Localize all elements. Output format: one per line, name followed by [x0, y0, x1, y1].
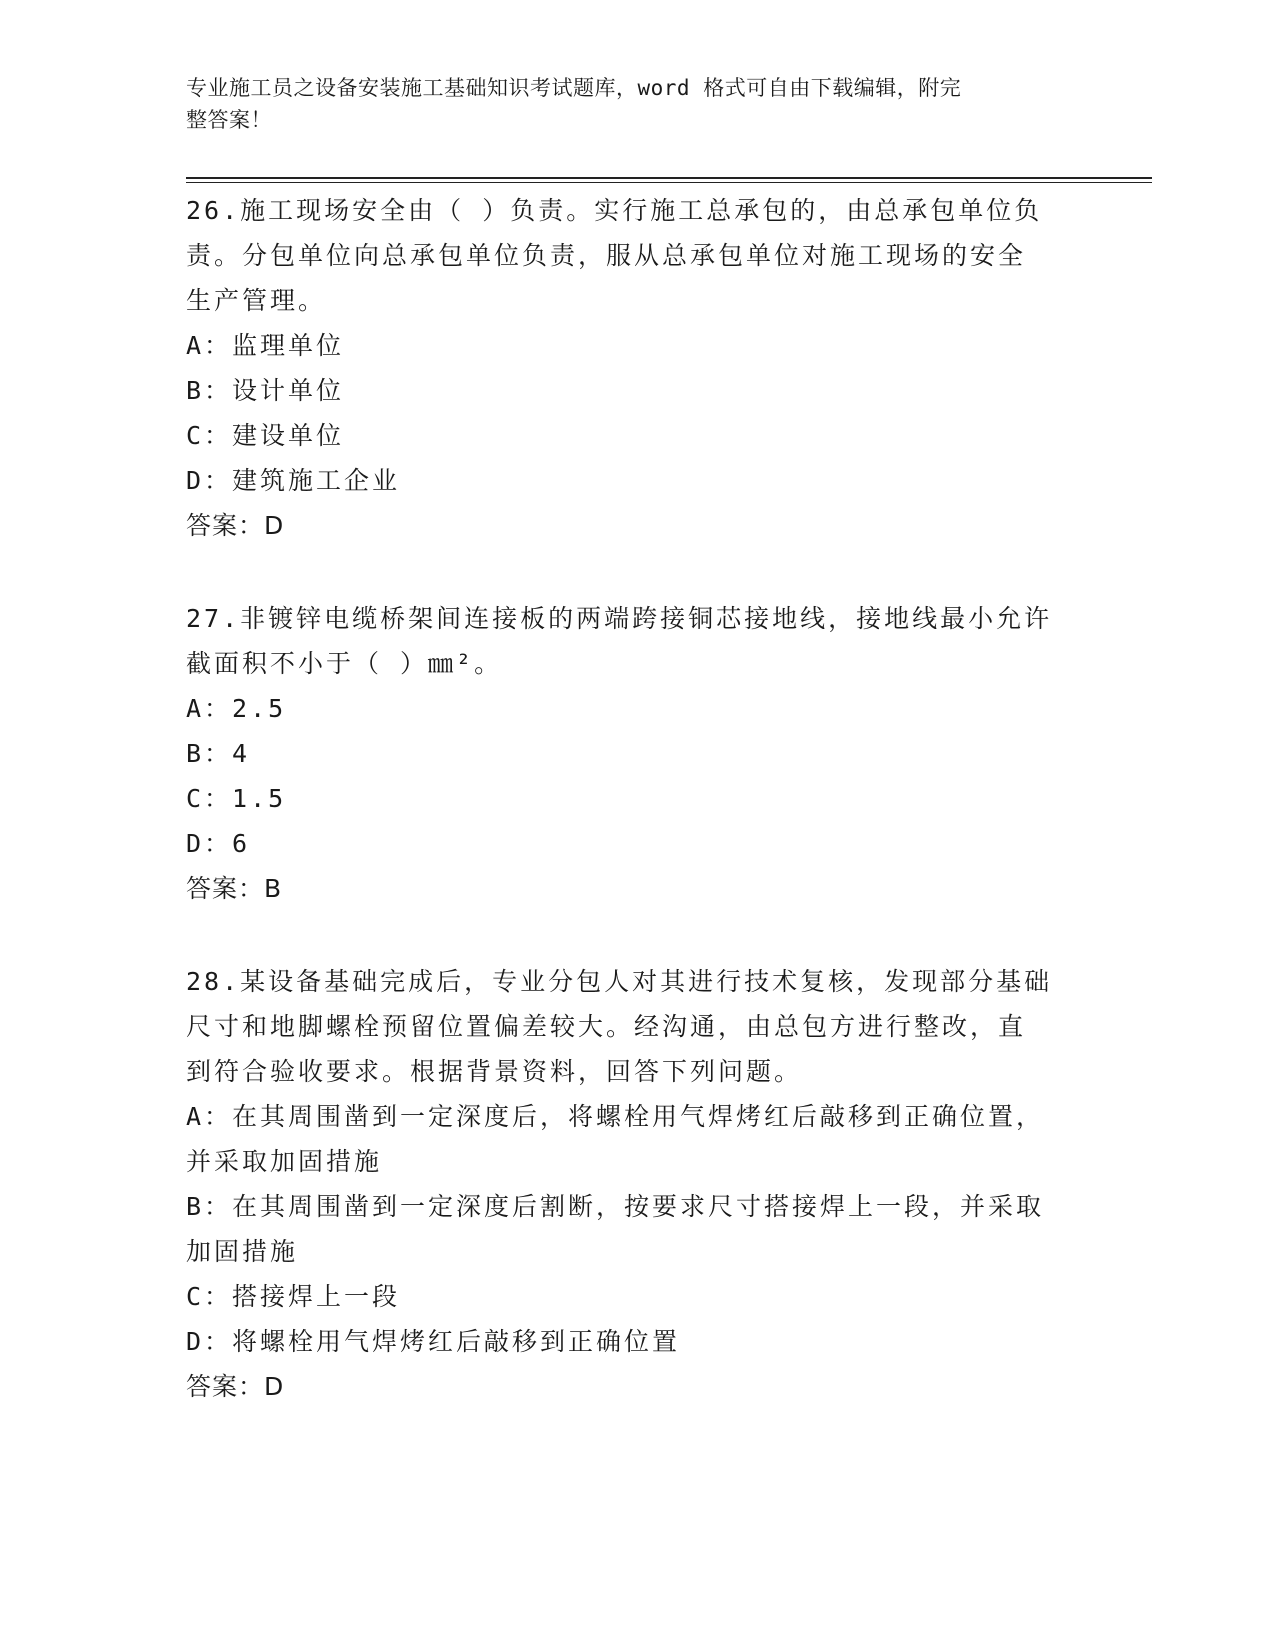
option-b: B：4: [186, 739, 251, 768]
option-line: 加固措施: [186, 1237, 299, 1266]
stem-line: 生产管理。: [186, 286, 327, 315]
stem-line: 尺寸和地脚螺栓预留位置偏差较大。经沟通，由总包方进行整改，直: [186, 1012, 1027, 1041]
header-divider-thin: [186, 182, 1152, 183]
header-line: 整答案！: [186, 108, 272, 132]
option-d: D：建筑施工企业: [186, 466, 401, 495]
question-26: [186, 188, 1086, 548]
answer: 答案：D: [186, 511, 285, 540]
option-line: 并采取加固措施: [186, 1147, 383, 1176]
question-28: [186, 959, 1086, 1409]
option-c: C：1.5: [186, 784, 287, 813]
stem-line: 到符合验收要求。根据背景资料，回答下列问题。: [186, 1057, 803, 1086]
stem-line: 27.非镀锌电缆桥架间连接板的两端跨接铜芯接地线，接地线最小允许: [186, 604, 1053, 633]
option-d: D：6: [186, 829, 251, 858]
option-a: [186, 1094, 1086, 1184]
question-stem: [186, 596, 1086, 686]
answer: 答案：B: [186, 874, 283, 903]
header-divider: [186, 177, 1152, 179]
option-b: [186, 1184, 1086, 1274]
option-line: A：在其周围凿到一定深度后，将螺栓用气焊烤红后敲移到正确位置，: [186, 1102, 1045, 1131]
option-line: B：在其周围凿到一定深度后割断，按要求尺寸搭接焊上一段，并采取: [186, 1192, 1045, 1221]
document-header: [186, 72, 1066, 136]
option-b: B：设计单位: [186, 376, 345, 405]
stem-line: 责。分包单位向总承包单位负责，服从总承包单位对施工现场的安全: [186, 241, 1027, 270]
option-d: D：将螺栓用气焊烤红后敲移到正确位置: [186, 1327, 681, 1356]
option-c: C：建设单位: [186, 421, 345, 450]
question-stem: [186, 959, 1086, 1094]
question-27: [186, 596, 1086, 911]
option-c: C：搭接焊上一段: [186, 1282, 401, 1311]
option-a: A：2.5: [186, 694, 287, 723]
stem-line: 28.某设备基础完成后，专业分包人对其进行技术复核，发现部分基础: [186, 967, 1053, 996]
stem-line: 截面积不小于（ ）㎜²。: [186, 649, 503, 678]
question-stem: [186, 188, 1086, 323]
option-a: A：监理单位: [186, 331, 345, 360]
header-line: 专业施工员之设备安装施工基础知识考试题库，word 格式可自由下载编辑，附完: [186, 76, 962, 100]
answer: 答案：D: [186, 1372, 285, 1401]
stem-line: 26.施工现场安全由（ ）负责。实行施工总承包的，由总承包单位负: [186, 196, 1043, 225]
